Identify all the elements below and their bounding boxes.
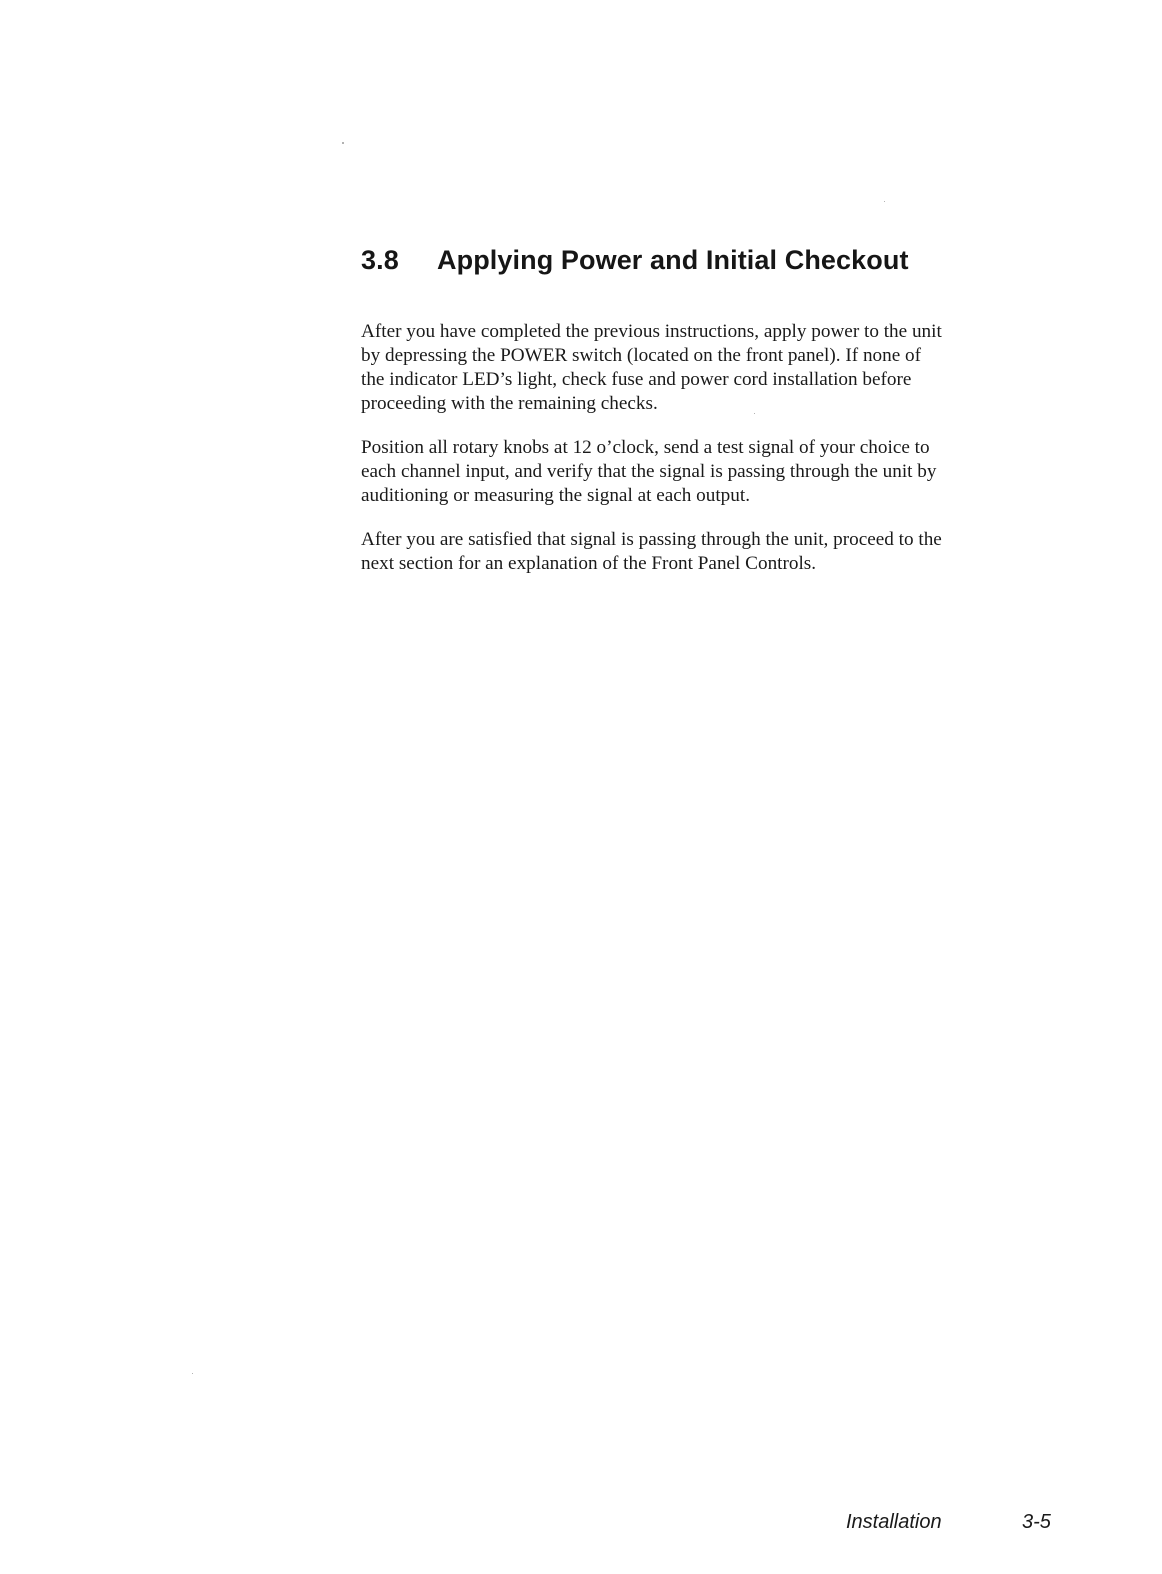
footer-page-number: 3-5 [1022, 1511, 1051, 1533]
paragraph-line: After you have completed the previous instructions, apply power to the unit [361, 321, 942, 342]
paragraph-line: next section for an explanation of the Front Panel Controls. [361, 553, 817, 574]
section-3-8 [361, 240, 1061, 596]
scan-speck [884, 201, 885, 202]
paragraph-line: After you are satisfied that signal is passing through the unit, proceed to the [361, 529, 942, 550]
paragraph-power-on [361, 320, 1061, 416]
scan-speck [754, 413, 755, 414]
paragraph-line: by depressing the POWER switch (located on the front panel). If none of [361, 345, 922, 366]
paragraph-line: auditioning or measuring the signal at each output. [361, 485, 750, 506]
section-heading [361, 240, 1061, 280]
paragraph-next-section [361, 528, 1061, 576]
section-title: Applying Power and Initial Checkout [437, 245, 909, 275]
paragraph-line: the indicator LED’s light, check fuse and power cord installation before [361, 369, 912, 390]
section-number: 3.8 [361, 245, 399, 275]
paragraph-signal-test [361, 436, 1061, 508]
footer-section-name: Installation [846, 1511, 942, 1533]
paragraph-line: proceeding with the remaining checks. [361, 393, 658, 414]
paragraph-line: each channel input, and verify that the signal is passing through the unit by [361, 461, 937, 482]
scan-speck [342, 142, 344, 144]
paragraph-line: Position all rotary knobs at 12 o’clock, send a test signal of your choice to [361, 437, 930, 458]
scan-speck [192, 1373, 193, 1374]
